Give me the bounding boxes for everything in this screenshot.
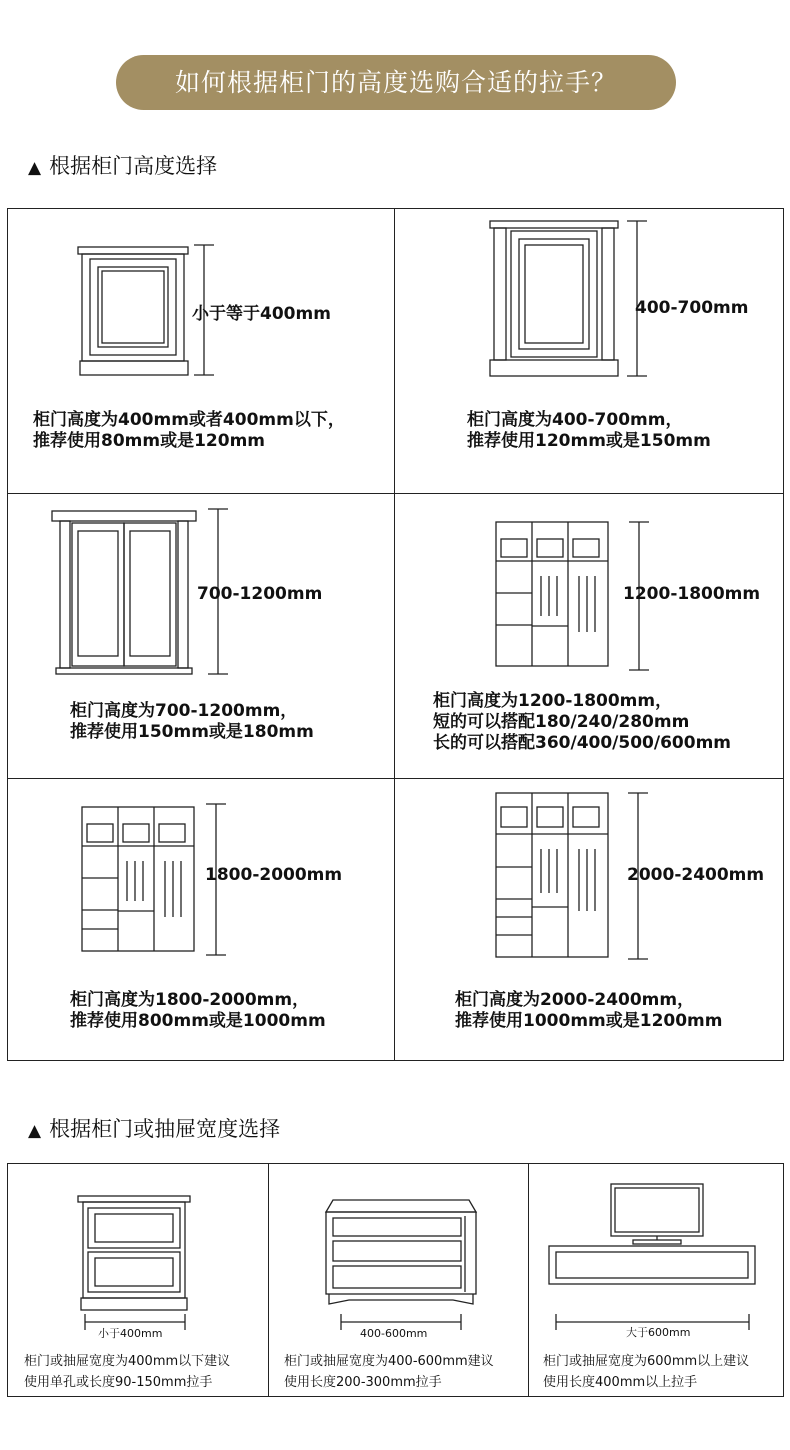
width-description: 柜门或抽屉宽度为400mm以下建议 使用单孔或长度90-150mm拉手 <box>24 1354 231 1390</box>
width-table <box>7 1163 784 1397</box>
height-cell <box>8 209 394 493</box>
width-cell <box>269 1164 528 1396</box>
page-title-banner: 如何根据柜门的高度选购合适的拉手？ <box>116 55 676 110</box>
height-table <box>7 208 784 1061</box>
height-description: 柜门高度为400-700mm， 推荐使用120mm或是150mm <box>467 410 711 451</box>
height-description: 柜门高度为700-1200mm， 推荐使用150mm或是180mm <box>70 701 314 742</box>
triangle-icon: ▲ <box>28 158 42 178</box>
height-cell <box>8 494 394 778</box>
height-description: 柜门高度为2000-2400mm， 推荐使用1000mm或是1200mm <box>455 990 723 1031</box>
triangle-icon: ▲ <box>28 1121 42 1141</box>
section-title: 根据柜门高度选择 <box>49 154 218 178</box>
height-measure: 400-700mm <box>635 298 749 318</box>
height-measure: 700-1200mm <box>197 584 323 604</box>
height-measure: 1200-1800mm <box>623 584 761 604</box>
height-description: 柜门高度为1800-2000mm， 推荐使用800mm或是1000mm <box>70 990 326 1031</box>
height-measure: 小于等于400mm <box>192 304 331 324</box>
width-description: 柜门或抽屉宽度为400-600mm建议 使用长度200-300mm拉手 <box>284 1354 494 1390</box>
width-cell <box>529 1164 783 1396</box>
height-measure: 2000-2400mm <box>627 865 765 885</box>
height-description: 柜门高度为1200-1800mm， 短的可以搭配180/240/280mm 长的可以搭配360/400/500/600mm <box>433 691 731 753</box>
width-measure: 大于600mm <box>626 1326 691 1339</box>
height-cell <box>395 209 783 493</box>
height-cell <box>395 494 783 778</box>
height-cell <box>8 779 394 1060</box>
height-cell <box>395 779 783 1060</box>
width-measure: 400-600mm <box>360 1327 428 1340</box>
section-heading-height <box>28 150 217 180</box>
width-measure: 小于400mm <box>98 1327 163 1340</box>
height-description: 柜门高度为400mm或者400mm以下， 推荐使用80mm或是120mm <box>33 410 345 451</box>
height-measure: 1800-2000mm <box>205 865 343 885</box>
width-cell <box>8 1164 268 1396</box>
width-description: 柜门或抽屉宽度为600mm以上建议 使用长度400mm以上拉手 <box>543 1354 750 1390</box>
section-title: 根据柜门或抽屉宽度选择 <box>49 1117 281 1141</box>
section-heading-width <box>28 1113 280 1143</box>
